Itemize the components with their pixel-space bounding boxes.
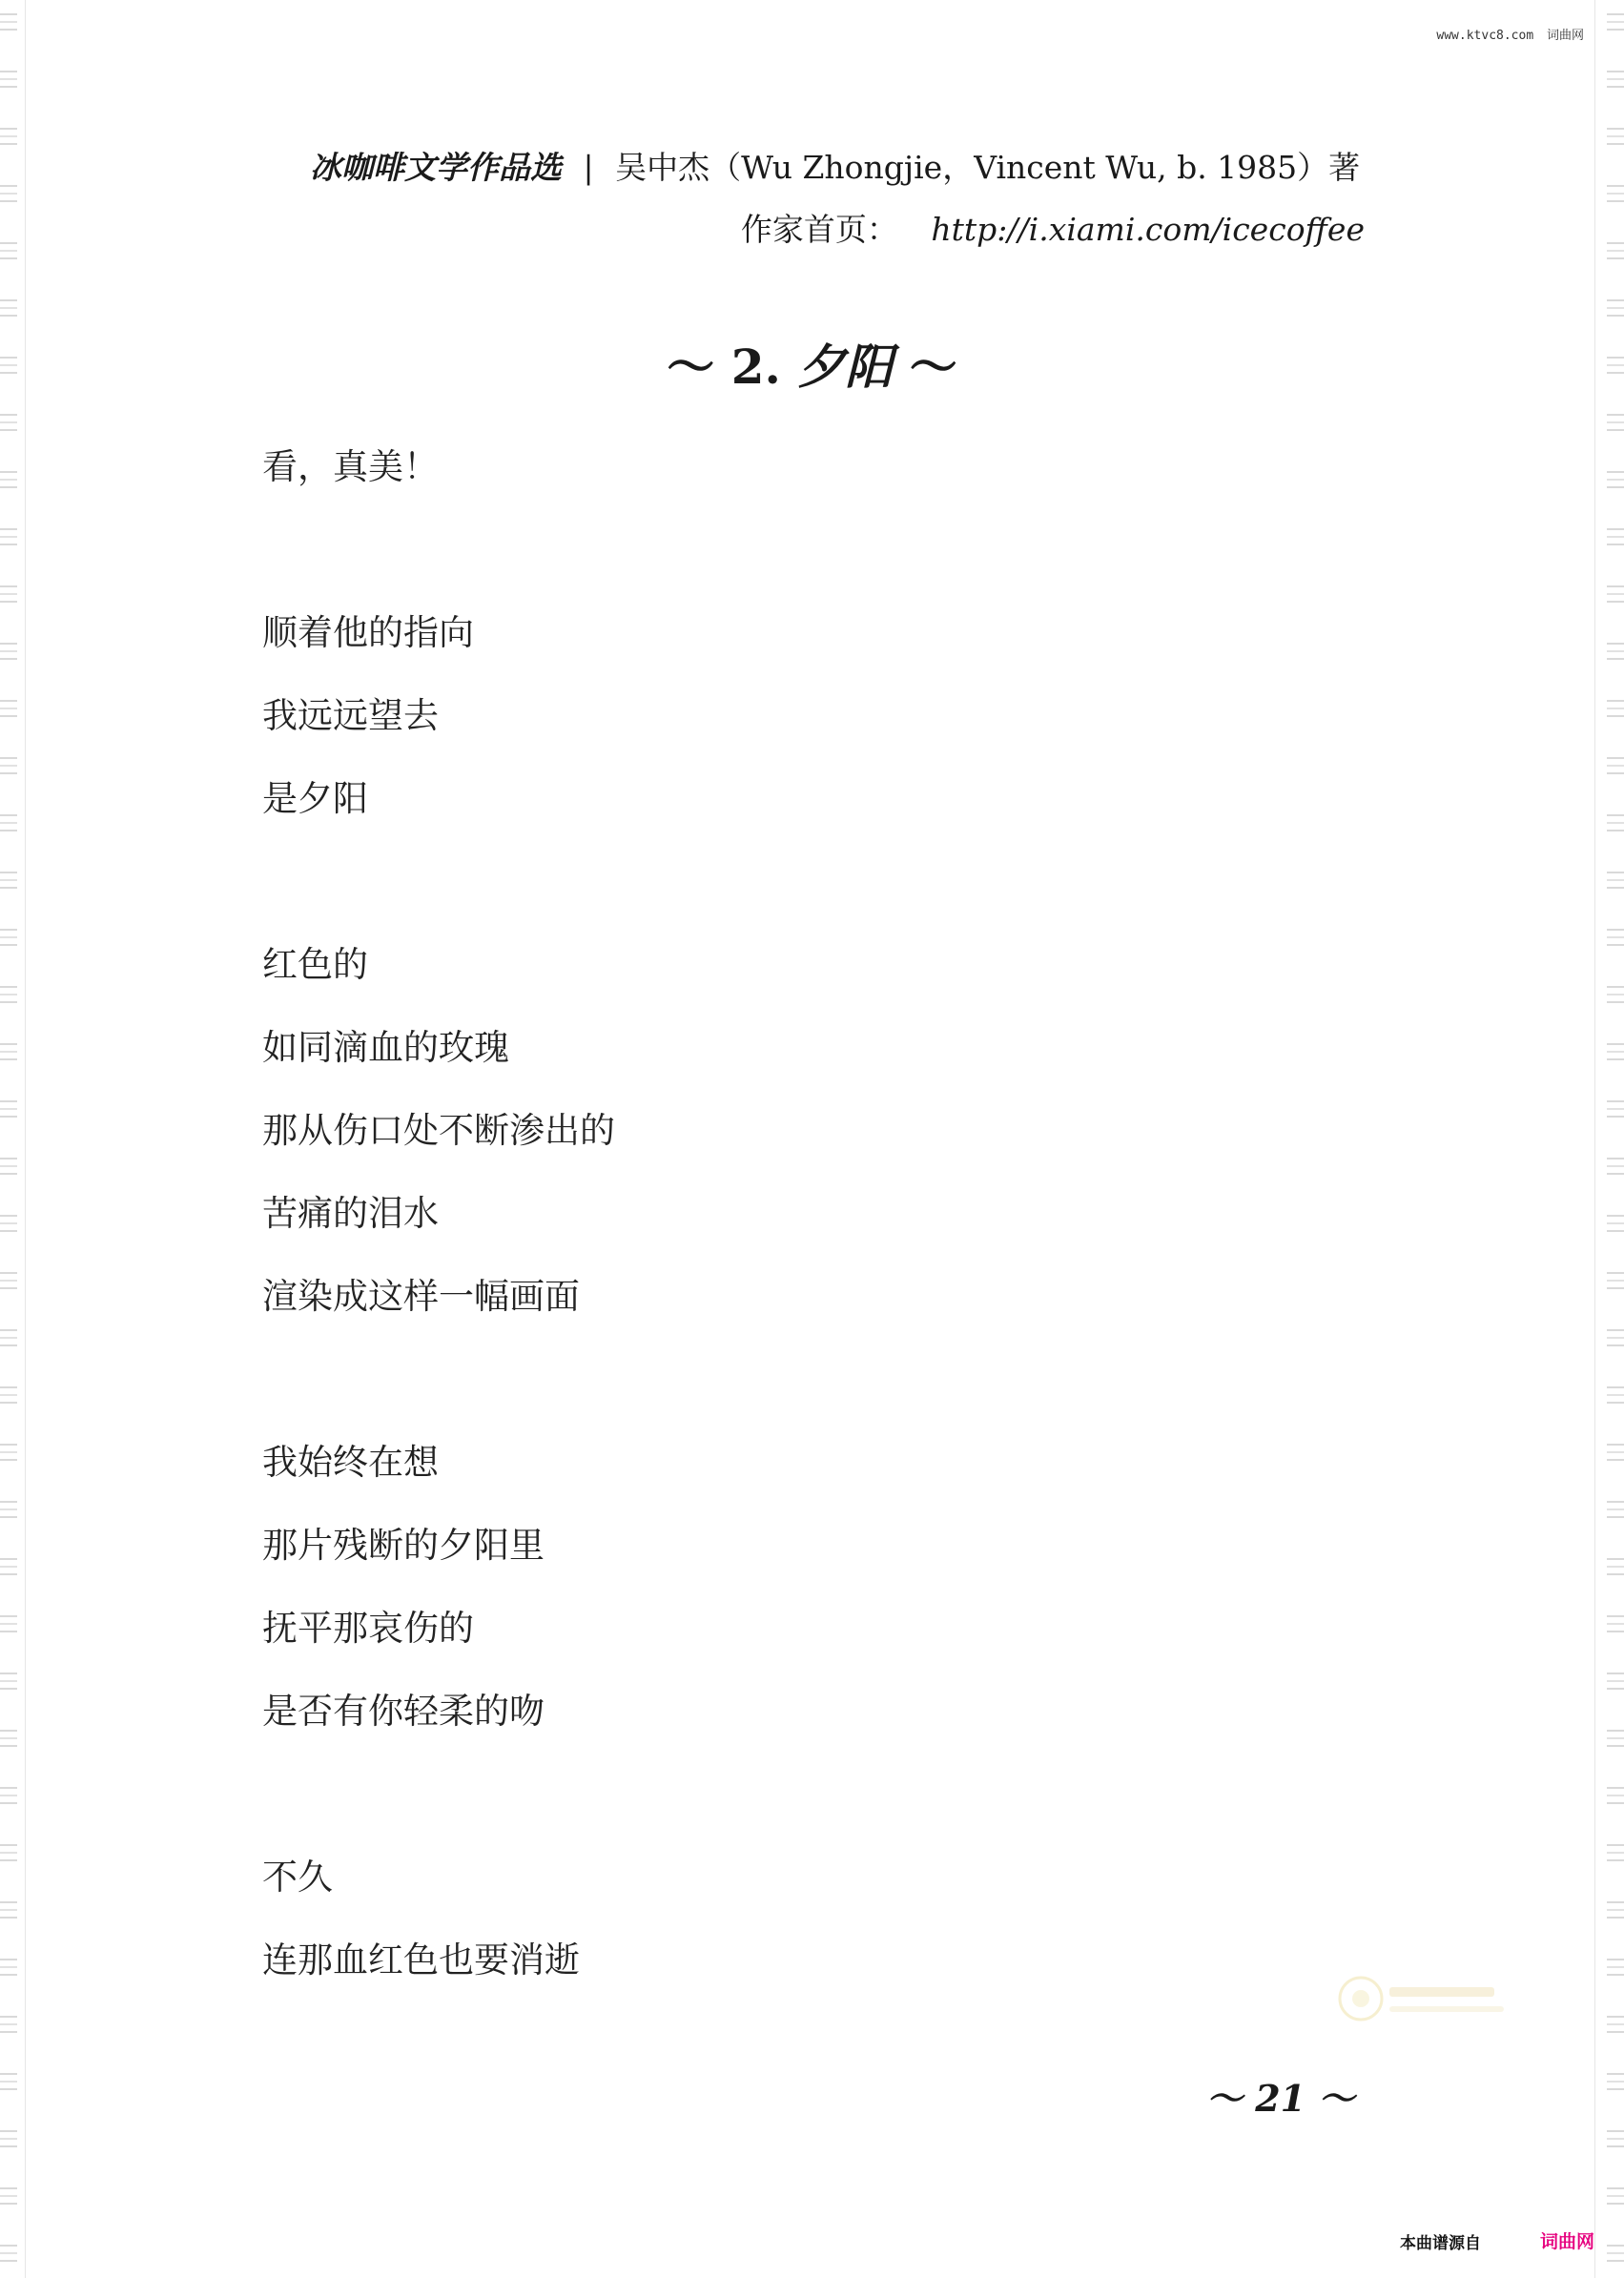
homepage-url: http://i.xiami.com/icecoffee: [931, 211, 1365, 248]
stanza-break: [262, 522, 615, 605]
author-homepage: [741, 205, 1365, 250]
document-header: [310, 143, 1368, 188]
poem-line: 是否有你轻柔的吻: [262, 1691, 545, 1732]
title-number: 2.: [730, 339, 781, 395]
poem-line: 看，真美！: [262, 446, 439, 487]
poem-line: 顺着他的指向: [262, 612, 474, 653]
poem-body: [262, 439, 615, 2015]
stanza-break: [262, 1766, 615, 1849]
poem-line: 连那血红色也要消逝: [262, 1939, 580, 1980]
homepage-label: 作家首页：: [740, 211, 898, 248]
title-tilde-left: ～: [667, 339, 715, 395]
title-name: 夕阳: [797, 339, 894, 395]
poem-line: 抚平那哀伤的: [262, 1608, 474, 1649]
footer-brand-logo: 词曲网: [1540, 2231, 1595, 2252]
poem-line: 不久: [262, 1857, 333, 1898]
faint-watermark-logo: [1330, 1966, 1511, 2033]
poem-line: 那片残断的夕阳里: [262, 1525, 545, 1566]
series-title: 冰咖啡文学作品选: [310, 149, 562, 186]
footer-source-label: 本曲谱源自: [1400, 2234, 1481, 2253]
poem-line: 那从伤口处不断渗出的: [262, 1110, 615, 1151]
stanza-break: [262, 853, 615, 936]
stanza-break: [262, 1351, 615, 1434]
poem-line: 是夕阳: [262, 778, 368, 819]
poem-line: 我始终在想: [262, 1442, 439, 1483]
site-name: 词曲网: [1546, 29, 1584, 43]
poem-line: 红色的: [262, 944, 368, 985]
title-tilde-right: ～: [909, 339, 957, 395]
poem-line: 渲染成这样一幅画面: [262, 1276, 580, 1317]
poem-line: 我远远望去: [262, 695, 439, 736]
poem-line: 苦痛的泪水: [262, 1193, 439, 1234]
poem-line: 如同滴血的玫瑰: [262, 1027, 509, 1068]
site-watermark-top: [1436, 25, 1584, 43]
site-url: www.ktvc8.com: [1436, 29, 1534, 43]
header-separator: |: [583, 149, 594, 186]
poem-title: [0, 329, 1624, 398]
page-number: ～ 21 ～: [1206, 2077, 1355, 2120]
author-credit: 吴中杰（Wu Zhongjie，Vincent Wu, b. 1985）著: [615, 149, 1361, 186]
